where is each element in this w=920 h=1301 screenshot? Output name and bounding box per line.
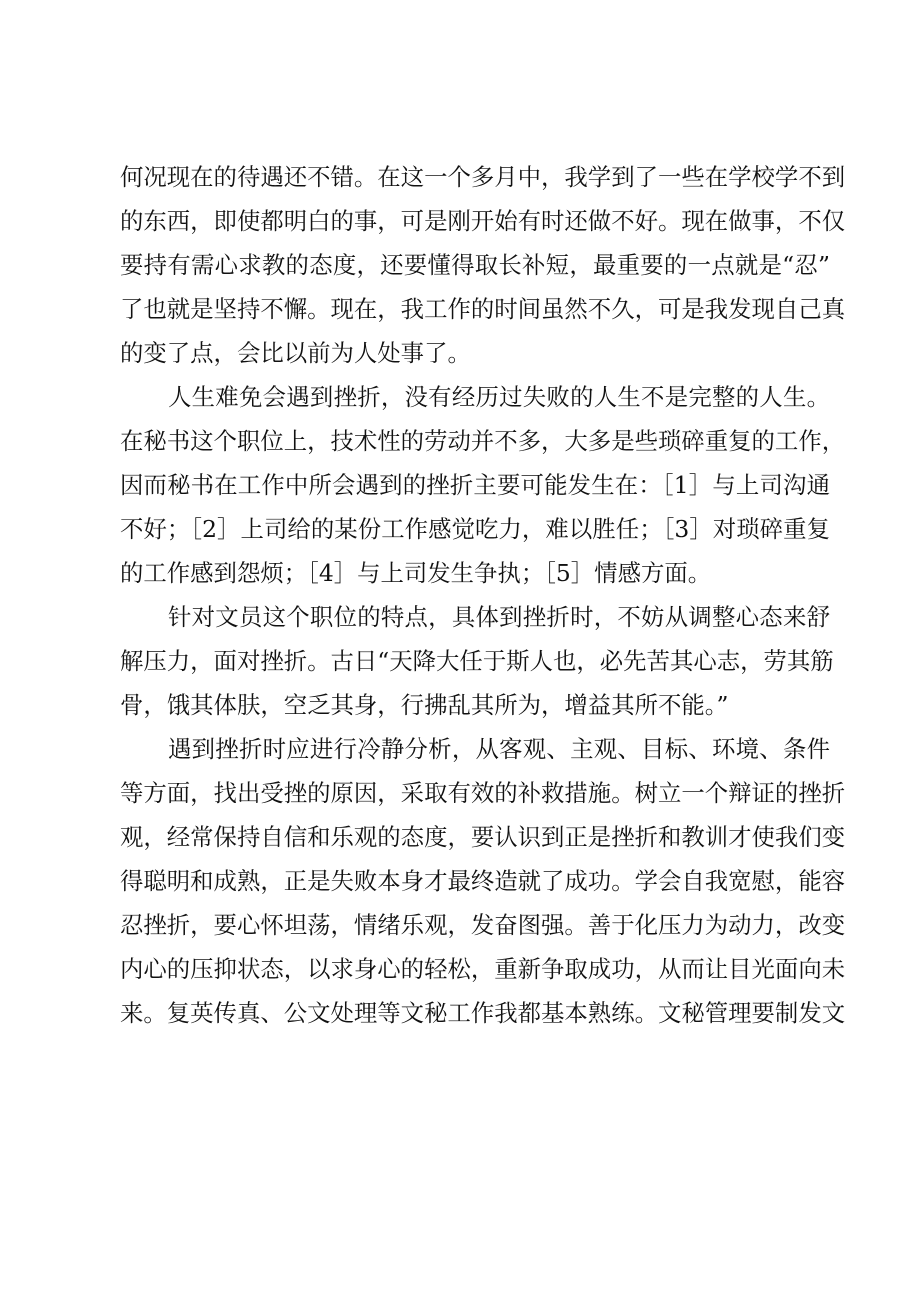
text-line: 忍挫折，要心怀坦荡，情绪乐观，发奋图强。善于化压力为动力，改变: [120, 911, 846, 939]
text-line: 了也就是坚持不懈。现在，我工作的时间虽然不久，可是我发现自己真: [120, 295, 846, 323]
text-line: 来。复英传真、公文处理等文秘工作我都基本熟练。文秘管理要制发文: [120, 999, 846, 1027]
text-line: 解压力，面对挫折。古日“天降大任于斯人也，必先苦其心志，劳其筋: [120, 647, 834, 675]
text-line: 在秘书这个职位上，技术性的劳动并不多，大多是些琐碎重复的工作，: [120, 427, 846, 455]
document-body: [120, 155, 846, 1035]
text-line: 骨，饿其体肤，空乏其身，行拂乱其所为，增益其所不能。”: [120, 691, 729, 719]
text-line: 针对文员这个职位的特点，具体到挫折时，不妨从调整心态来舒: [168, 603, 830, 631]
text-line: 不好；［2］上司给的某份工作感觉吃力，难以胜任；［3］对琐碎重复: [120, 515, 830, 543]
text-line: 的东西，即使都明白的事，可是刚开始有时还做不好。现在做事，不仅: [120, 207, 846, 235]
text-line: 等方面，找出受挫的原因，采取有效的补救措施。树立一个辩证的挫折: [120, 779, 846, 807]
text-line: 要持有需心求教的态度，还要懂得取长补短，最重要的一点就是“忍”: [120, 251, 830, 279]
text-line: 人生难免会遇到挫折，没有经历过失败的人生不是完整的人生。: [168, 383, 830, 411]
text-line: 观，经常保持自信和乐观的态度，要认识到正是挫折和教训才使我们变: [120, 823, 846, 851]
text-line: 得聪明和成熟，正是失败本身才最终造就了成功。学会自我宽慰，能容: [120, 867, 846, 895]
text-line: 因而秘书在工作中所会遇到的挫折主要可能发生在：［1］与上司沟通: [120, 471, 830, 499]
text-line: 的工作感到怨烦；［4］与上司发生争执；［5］情感方面。: [120, 559, 712, 587]
text-line: 的变了点，会比以前为人处事了。: [120, 339, 471, 367]
text-line: 内心的压抑状态，以求身心的轻松，重新争取成功，从而让目光面向未: [120, 955, 846, 983]
text-line: 何况现在的待遇还不错。在这一个多月中，我学到了一些在学校学不到: [120, 163, 846, 191]
text-line: 遇到挫折时应进行冷静分析，从客观、主观、目标、环境、条件: [168, 735, 830, 763]
